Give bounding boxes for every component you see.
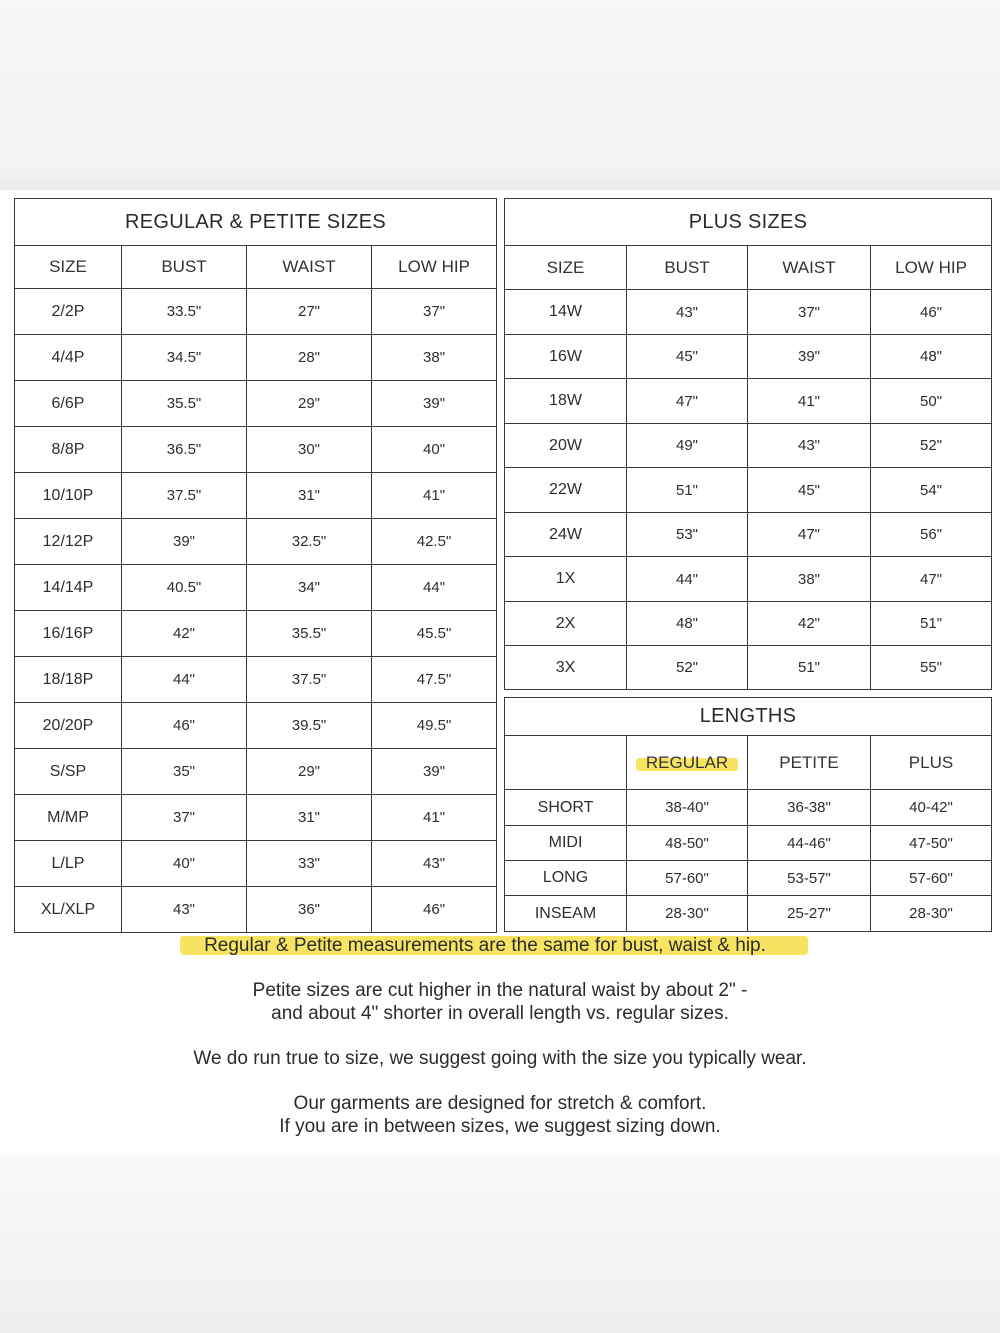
lengths-header-blank [505, 736, 627, 790]
regular-size-cell: XL/XLP [15, 887, 122, 933]
lengths-cell: 38-40" [627, 790, 748, 826]
plus-size-cell: 18W [505, 379, 627, 424]
regular-size-cell: 32.5" [247, 519, 372, 565]
regular-size-row [15, 289, 497, 335]
regular-size-cell: 30" [247, 427, 372, 473]
regular-size-cell: 37" [372, 289, 497, 335]
regular-size-cell: 40.5" [122, 565, 247, 611]
lengths-cell: 28-30" [871, 896, 992, 932]
plus-size-cell: 46" [871, 290, 992, 335]
plus-size-cell: 55" [871, 646, 992, 690]
regular-size-cell: 40" [122, 841, 247, 887]
regular-size-cell: 44" [372, 565, 497, 611]
plus-size-cell: 44" [627, 557, 748, 602]
bottom-background-band [0, 1155, 1000, 1333]
regular-size-row [15, 427, 497, 473]
plus-size-cell: 16W [505, 335, 627, 379]
lengths-header-regular-label: REGULAR [645, 752, 729, 772]
plus-size-cell: 43" [627, 290, 748, 335]
regular-size-cell: 36.5" [122, 427, 247, 473]
plus-size-row [505, 335, 992, 379]
regular-size-cell: 47.5" [372, 657, 497, 703]
regular-size-cell: M/MP [15, 795, 122, 841]
regular-size-row [15, 519, 497, 565]
plus-size-cell: 42" [748, 602, 871, 646]
lengths-table-title: LENGTHS [505, 698, 992, 736]
regular-petite-size-table [14, 198, 497, 933]
lengths-header-petite: PETITE [748, 736, 871, 790]
plus-header-size: SIZE [505, 246, 627, 290]
regular-size-row [15, 795, 497, 841]
regular-size-cell: 36" [247, 887, 372, 933]
regular-header-low-hip: LOW HIP [372, 246, 497, 289]
plus-table-body [505, 290, 992, 690]
size-chart-sheet [0, 190, 1000, 1155]
plus-size-cell: 38" [748, 557, 871, 602]
lengths-row [505, 896, 992, 932]
lengths-row [505, 790, 992, 826]
plus-size-cell: 56" [871, 513, 992, 557]
petite-note-line-1: Petite sizes are cut higher in the natural waist by about 2" - [252, 980, 748, 1001]
plus-size-cell: 49" [627, 424, 748, 468]
plus-size-cell: 53" [627, 513, 748, 557]
regular-size-cell: 6/6P [15, 381, 122, 427]
regular-size-row [15, 611, 497, 657]
regular-size-cell: 39" [372, 749, 497, 795]
plus-size-cell: 50" [871, 379, 992, 424]
regular-size-cell: 4/4P [15, 335, 122, 381]
lengths-cell: INSEAM [505, 896, 627, 932]
regular-header-size: SIZE [15, 246, 122, 289]
plus-size-row [505, 468, 992, 513]
regular-size-cell: 37" [122, 795, 247, 841]
regular-size-cell: 49.5" [372, 703, 497, 749]
regular-size-cell: 27" [247, 289, 372, 335]
regular-size-row [15, 749, 497, 795]
regular-size-row [15, 565, 497, 611]
regular-size-cell: 39" [122, 519, 247, 565]
plus-size-cell: 20W [505, 424, 627, 468]
plus-size-cell: 48" [871, 335, 992, 379]
plus-size-cell: 51" [748, 646, 871, 690]
plus-header-low-hip: LOW HIP [871, 246, 992, 290]
lengths-cell: 57-60" [871, 861, 992, 896]
lengths-cell: 44-46" [748, 826, 871, 861]
regular-size-cell: 33" [247, 841, 372, 887]
regular-size-cell: 40" [372, 427, 497, 473]
lengths-cell: 47-50" [871, 826, 992, 861]
regular-size-cell: 44" [122, 657, 247, 703]
regular-header-row [15, 246, 497, 289]
regular-size-cell: 33.5" [122, 289, 247, 335]
true-to-size-note: We do run true to size, we suggest going with the size you typically wear. [193, 1048, 807, 1069]
plus-size-cell: 22W [505, 468, 627, 513]
top-background-edge [0, 180, 1000, 190]
regular-size-cell: 31" [247, 795, 372, 841]
regular-size-cell: 8/8P [15, 427, 122, 473]
size-notes [0, 934, 1000, 1138]
plus-size-cell: 52" [871, 424, 992, 468]
regular-size-cell: 34.5" [122, 335, 247, 381]
regular-size-cell: 34" [247, 565, 372, 611]
plus-size-row [505, 602, 992, 646]
regular-size-row [15, 887, 497, 933]
regular-size-cell: 29" [247, 749, 372, 795]
regular-size-cell: 46" [372, 887, 497, 933]
regular-table-title: REGULAR & PETITE SIZES [15, 199, 497, 246]
regular-size-cell: 37.5" [247, 657, 372, 703]
regular-size-row [15, 381, 497, 427]
lengths-table [504, 697, 992, 932]
plus-size-row [505, 557, 992, 602]
plus-size-cell: 51" [627, 468, 748, 513]
regular-size-cell: L/LP [15, 841, 122, 887]
plus-size-cell: 52" [627, 646, 748, 690]
regular-size-row [15, 841, 497, 887]
plus-header-waist: WAIST [748, 246, 871, 290]
regular-size-cell: 28" [247, 335, 372, 381]
lengths-cell: 36-38" [748, 790, 871, 826]
lengths-header-row [505, 736, 992, 790]
regular-size-cell: 18/18P [15, 657, 122, 703]
plus-size-cell: 43" [748, 424, 871, 468]
plus-size-cell: 54" [871, 468, 992, 513]
regular-size-row [15, 703, 497, 749]
plus-size-row [505, 646, 992, 690]
lengths-table-body [505, 790, 992, 932]
lengths-cell: 53-57" [748, 861, 871, 896]
plus-size-cell: 24W [505, 513, 627, 557]
lengths-cell: 28-30" [627, 896, 748, 932]
top-background-band [0, 0, 1000, 180]
regular-size-cell: 38" [372, 335, 497, 381]
lengths-cell: 57-60" [627, 861, 748, 896]
plus-size-cell: 48" [627, 602, 748, 646]
plus-table-title: PLUS SIZES [505, 199, 992, 246]
plus-size-cell: 1X [505, 557, 627, 602]
regular-size-cell: 42" [122, 611, 247, 657]
stretch-note-line-2: If you are in between sizes, we suggest sizing down. [279, 1116, 721, 1137]
regular-size-cell: 29" [247, 381, 372, 427]
plus-size-cell: 2X [505, 602, 627, 646]
regular-size-cell: S/SP [15, 749, 122, 795]
plus-size-cell: 45" [748, 468, 871, 513]
regular-size-cell: 39.5" [247, 703, 372, 749]
lengths-header-plus: PLUS [871, 736, 992, 790]
regular-table-body [15, 289, 497, 933]
plus-size-row [505, 424, 992, 468]
regular-header-waist: WAIST [247, 246, 372, 289]
plus-size-row [505, 290, 992, 335]
regular-size-cell: 41" [372, 795, 497, 841]
highlight-note: Regular & Petite measurements are the same for bust, waist & hip. [192, 934, 808, 957]
plus-header-bust: BUST [627, 246, 748, 290]
regular-size-row [15, 657, 497, 703]
plus-size-cell: 47" [748, 513, 871, 557]
regular-size-cell: 43" [372, 841, 497, 887]
plus-size-cell: 3X [505, 646, 627, 690]
lengths-cell: MIDI [505, 826, 627, 861]
plus-size-cell: 14W [505, 290, 627, 335]
regular-size-cell: 45.5" [372, 611, 497, 657]
plus-size-cell: 37" [748, 290, 871, 335]
regular-size-cell: 46" [122, 703, 247, 749]
regular-size-cell: 37.5" [122, 473, 247, 519]
regular-size-cell: 43" [122, 887, 247, 933]
lengths-cell: 25-27" [748, 896, 871, 932]
plus-size-cell: 47" [871, 557, 992, 602]
regular-size-cell: 10/10P [15, 473, 122, 519]
regular-size-cell: 41" [372, 473, 497, 519]
plus-size-table [504, 198, 992, 690]
lengths-cell: 40-42" [871, 790, 992, 826]
regular-size-row [15, 473, 497, 519]
lengths-header-regular [627, 736, 748, 790]
lengths-cell: SHORT [505, 790, 627, 826]
regular-size-cell: 42.5" [372, 519, 497, 565]
regular-size-cell: 12/12P [15, 519, 122, 565]
plus-size-cell: 45" [627, 335, 748, 379]
lengths-cell: LONG [505, 861, 627, 896]
lengths-row [505, 861, 992, 896]
petite-note-line-2: and about 4" shorter in overall length vs. regular sizes. [271, 1003, 729, 1024]
plus-size-cell: 39" [748, 335, 871, 379]
regular-header-bust: BUST [122, 246, 247, 289]
regular-size-cell: 16/16P [15, 611, 122, 657]
plus-size-row [505, 379, 992, 424]
regular-size-cell: 39" [372, 381, 497, 427]
plus-size-cell: 41" [748, 379, 871, 424]
lengths-row [505, 826, 992, 861]
plus-size-row [505, 513, 992, 557]
regular-size-cell: 35" [122, 749, 247, 795]
regular-size-cell: 35.5" [122, 381, 247, 427]
regular-size-row [15, 335, 497, 381]
regular-size-cell: 31" [247, 473, 372, 519]
plus-size-cell: 47" [627, 379, 748, 424]
regular-size-cell: 2/2P [15, 289, 122, 335]
plus-size-cell: 51" [871, 602, 992, 646]
regular-size-cell: 35.5" [247, 611, 372, 657]
plus-header-row [505, 246, 992, 290]
regular-size-cell: 20/20P [15, 703, 122, 749]
stretch-note-line-1: Our garments are designed for stretch & comfort. [293, 1093, 707, 1114]
lengths-cell: 48-50" [627, 826, 748, 861]
regular-size-cell: 14/14P [15, 565, 122, 611]
